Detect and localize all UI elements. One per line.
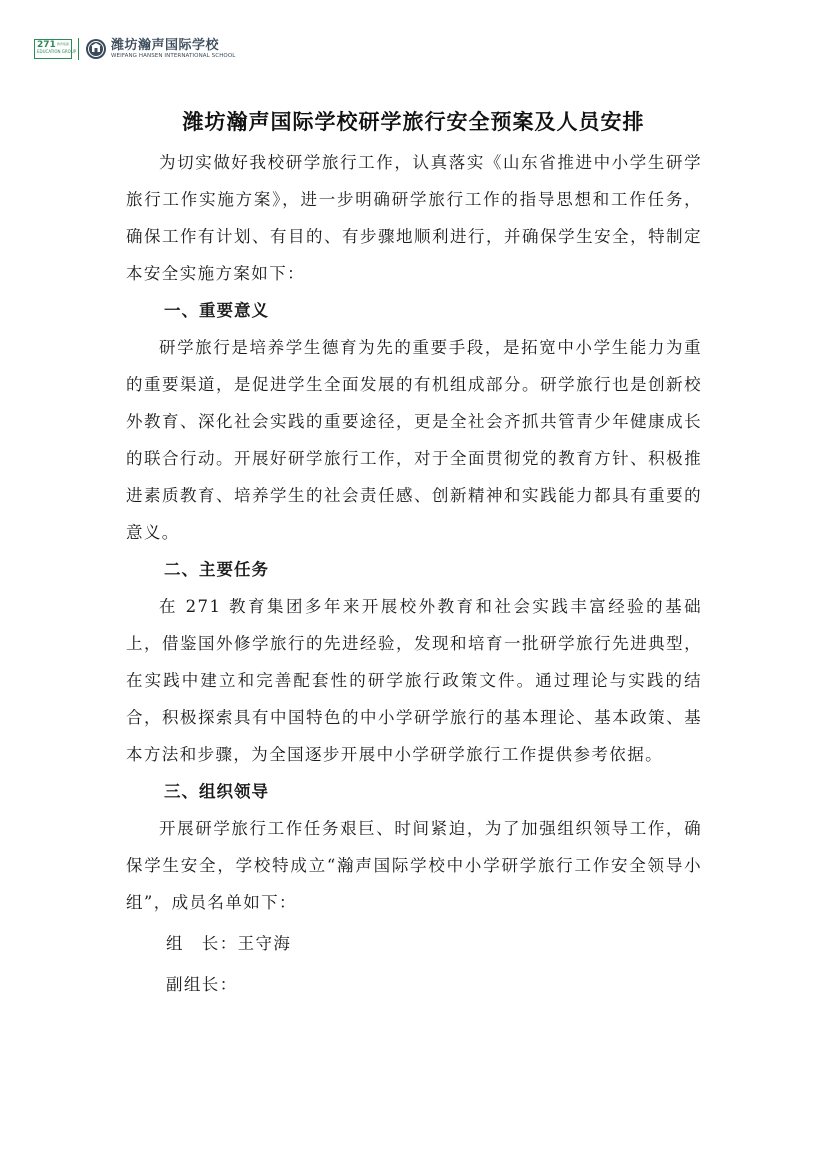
logo-number: 271	[37, 40, 56, 50]
section-paragraph: 研学旅行是培养学生德育为先的重要手段，是拓宽中小学生能力为重的重要渠道，是促进学生全面发展的有机组成部分。研学旅行也是创新校外教育、深化社会实践的重要途径，更是全社会齐抓共管青少年健康成长的联合行动。开展好研学旅行工作，对于全面贯彻党的教育方针、积极推进素质教育、培养学生的社会责任感、创新精神和实践能力都具有重要的意义。	[126, 338, 702, 542]
logo-small-text: 教育集团	[56, 42, 69, 46]
school-names	[111, 39, 235, 60]
member-leader: 组 长：王守海	[166, 934, 292, 953]
section-heading: 一、重要意义	[164, 301, 269, 320]
edu-group-logo	[34, 39, 77, 59]
logo-sub-text: EDUCATION GROUP	[37, 49, 77, 54]
school-emblem-icon	[85, 38, 107, 60]
school-name-cn: 潍坊瀚声国际学校	[111, 37, 220, 53]
intro-paragraph: 为切实做好我校研学旅行工作，认真落实《山东省推进中小学生研学旅行工作实施方案》，进一步明确研学旅行工作的指导思想和工作任务，确保工作有计划、有目的、有步骤地顺利进行，并确保学生安全，特制定本安全实施方案如下：	[126, 153, 702, 283]
school-name-en: WEIFANG HANSEN INTERNATIONAL SCHOOL	[111, 52, 236, 59]
section-paragraph: 开展研学旅行工作任务艰巨、时间紧迫，为了加强组织领导工作，确保学生安全，学校特成立“瀚声国际学校中小学研学旅行工作安全领导小组”，成员名单如下：	[126, 819, 702, 912]
document-title: 潍坊瀚声国际学校研学旅行安全预案及人员安排	[182, 109, 645, 134]
section-paragraph: 在 271 教育集团多年来开展校外教育和社会实践丰富经验的基础上，借鉴国外修学旅行的先进经验，发现和培育一批研学旅行先进典型，在实践中建立和完善配套性的研学旅行政策文件。通过理论与实践的结合，积极探索具有中国特色的中小学研学旅行的基本理论、基本政策、基本方法和步骤，为全国逐步开展中小学研学旅行工作提供参考依据。	[126, 597, 702, 764]
document-body	[126, 144, 702, 1003]
section-heading: 二、主要任务	[164, 560, 269, 579]
member-deputy-leader: 副组长：	[166, 975, 238, 994]
page-header	[34, 36, 235, 62]
header-divider	[78, 38, 79, 60]
section-heading: 三、组织领导	[164, 782, 269, 801]
